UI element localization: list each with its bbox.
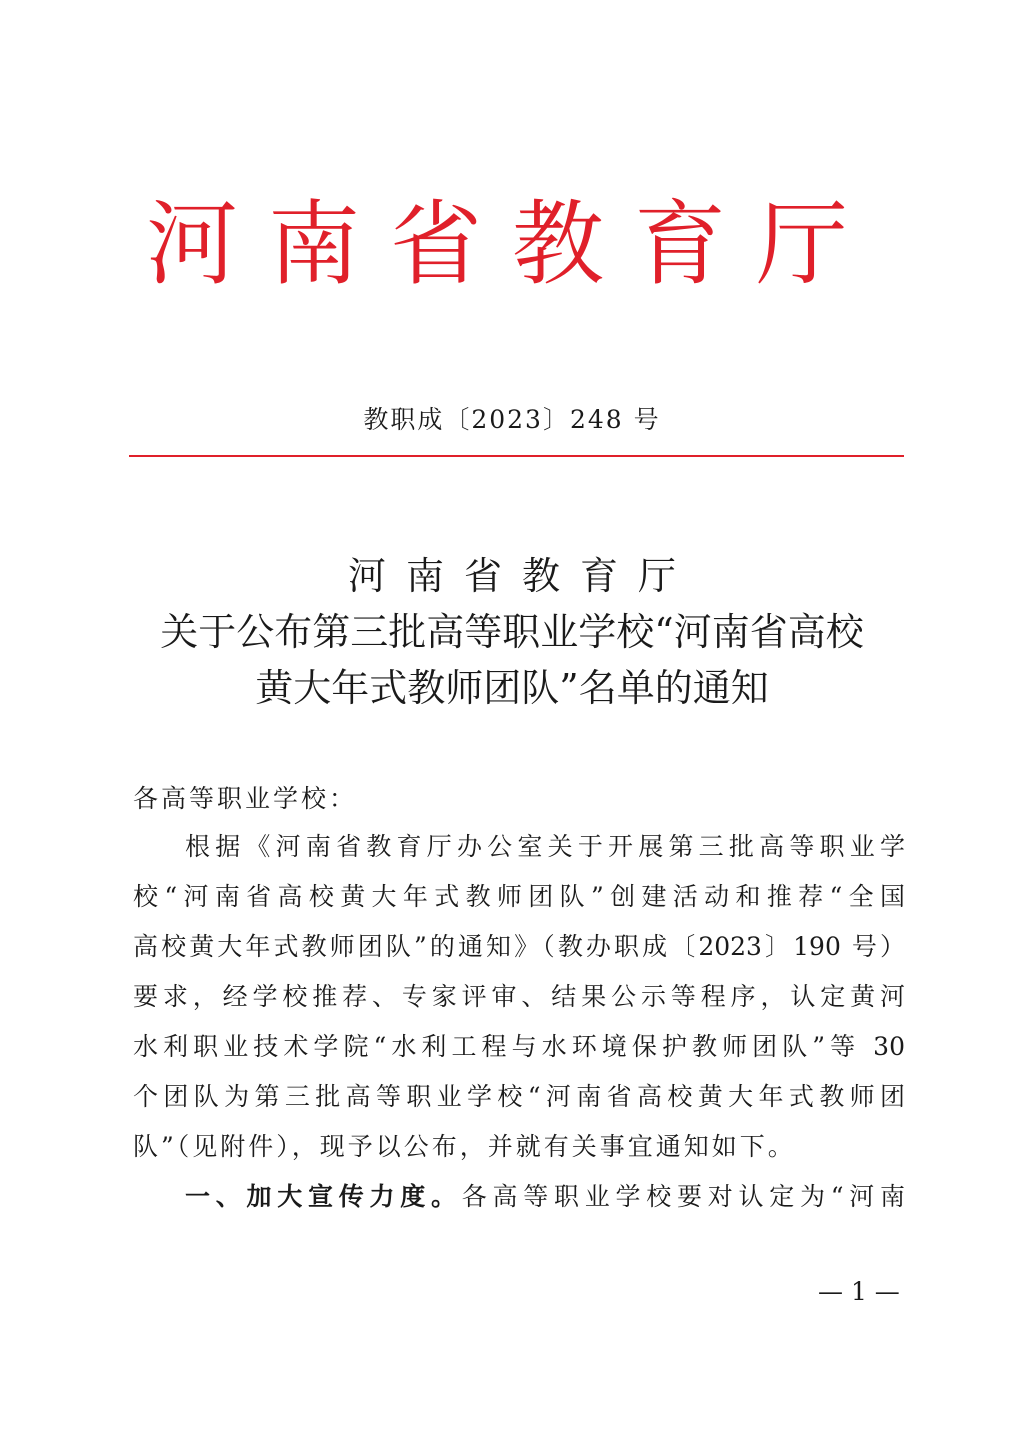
- body-line: 队”（见附件），现予以公布，并就有关事宜通知如下。: [133, 1132, 796, 1161]
- body-line: 要求，经学校推荐、专家评审、结果公示等程序，认定黄河: [133, 982, 905, 1011]
- red-divider-rule: [129, 455, 904, 457]
- salutation: 各高等职业学校：: [133, 784, 358, 813]
- section-1-line: [133, 1172, 905, 1222]
- body-line: 根据《河南省教育厅办公室关于开展第三批高等职业学: [185, 832, 905, 861]
- letterhead-title: 河南省教育厅: [145, 191, 878, 298]
- body-line: 水利职业技术学院“水利工程与水环境保护教师团队”等 30: [133, 1032, 905, 1061]
- section-1-text: 各高等职业学校要对认定为“河南: [461, 1182, 905, 1211]
- page-number: — 1 —: [818, 1277, 900, 1306]
- body-line: 个团队为第三批高等职业学校“河南省高校黄大年式教师团: [133, 1082, 905, 1111]
- title-line-3: 黄大年式教师团队”名单的通知: [255, 666, 769, 710]
- title-issuer: 河南省教育厅: [347, 554, 696, 598]
- body-text: [133, 822, 905, 1222]
- notice-title: [0, 548, 1024, 716]
- section-1-heading: 一、加大宣传力度。: [185, 1182, 462, 1211]
- body-line: 校“河南省高校黄大年式教师团队”创建活动和推荐“全国: [133, 882, 905, 911]
- title-line-2: 关于公布第三批高等职业学校“河南省高校: [160, 610, 864, 654]
- body-line: 高校黄大年式教师团队”的通知》（教办职成〔2023〕190 号）: [133, 932, 905, 961]
- document-number: 教职成〔2023〕248 号: [363, 405, 661, 434]
